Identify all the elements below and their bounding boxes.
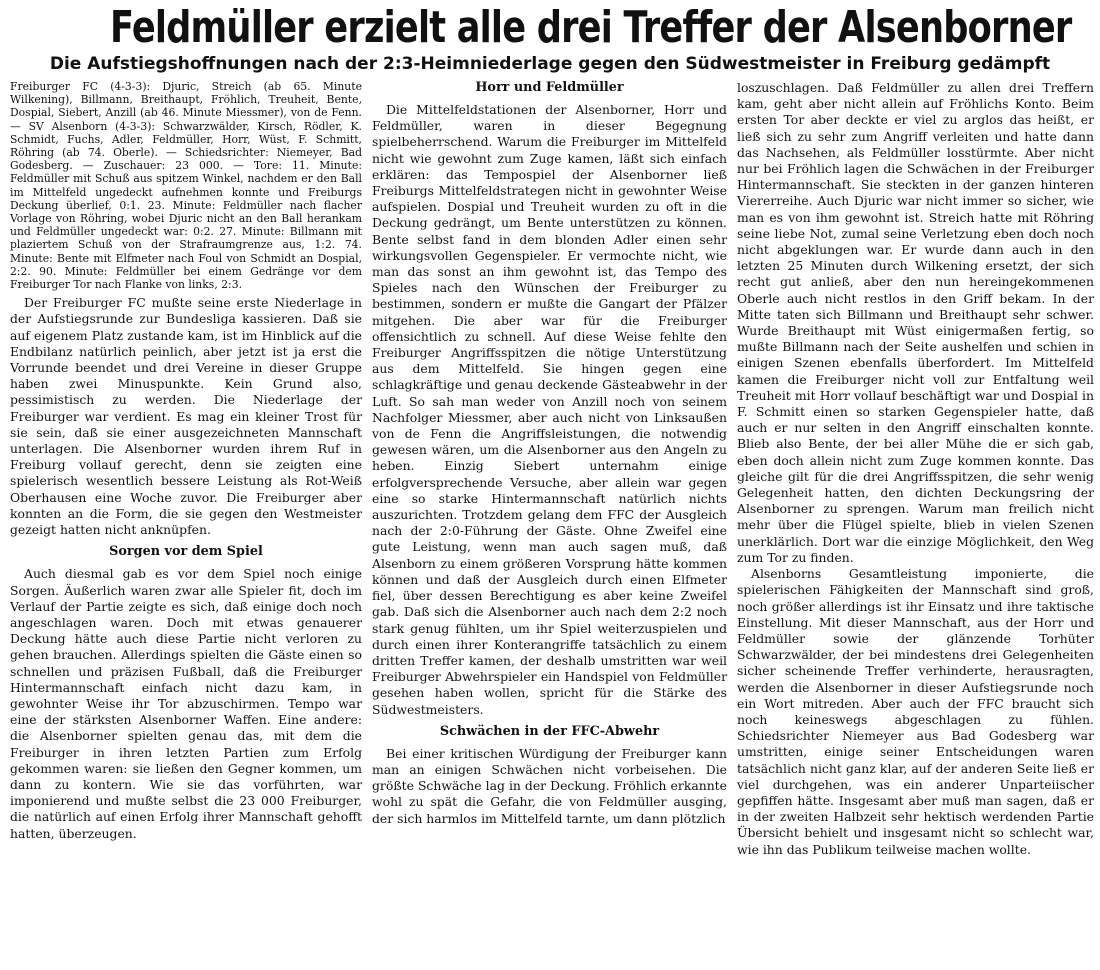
article-paragraph: Bei einer kritischen Würdigung der Freiburger kann man an einigen Schwächen nicht vorbeisehen. Die größte Schwäche lag in der Deckung. Fröhlich erkannte wohl zu spät die Gefahr, die von Feldmüller ausging, der sich harmlos im Mittelfeld tarnte, um dann plötzlich — [372, 745, 727, 826]
article-paragraph: Die Mittelfeldstationen der Alsenborner, Horr und Feldmüller, waren in dieser Begegnung spielbeherrschend. Warum die Freiburger im Mittelfeld nicht wie gewohnt zum Zuge kamen, läßt sich einfach erklären: das Tempospiel der Alsenborner ließ Freiburgs Mittelfeldstrategen nicht in gewohnter Weise aufspielen. Dospial und Treuheit wurden zu oft in die Deckung gedrängt, um Bente unterstützen zu können. Bente selbst fand in dem blonden Adler einen sehr wirkungsvollen Gegenspieler. Er vermochte nicht, wie man das sonst an ihm gewohnt ist, das Tempo des Spieles nach den Wünschen der Freiburger zu bestimmen, sondern er mußte die Gangart der Pfälzer mitgehen. Die aber war für die Freiburger offensichtlich zu schnell. Auf diese Weise fehlte den Freiburger Angriffsspitzen die nötige Unterstützung aus dem Mittelfeld. Sie hingen gegen eine schlagkräftige und genau deckende Gästeabwehr in der Luft. So sah man weder von Anzill noch von seinem Nachfolger Miessmer, aber auch nicht von Linksaußen von de Fenn die Angriffsleistungen, die notwendig gewesen wären, um die Alsenborner aus den Angeln zu heben. Einzig Siebert unternahm einige erfolgversprechende Versuche, aber allein war gegen eine so starke Hintermannschaft natürlich nichts auszurichten. Trotzdem gelang dem FFC der Ausgleich nach der 2:0-Führung der Gäste. Ohne Zweifel eine gute Leistung, wenn man auch sagen muß, daß Alsenborn zu einem größeren Vorsprung hätte kommen können und daß der Ausgleich durch einen Elfmeter fiel, über dessen Berechtigung es aber keine Zweifel gab. Daß sich die Alsenborner auch nach dem 2:2 noch stark genug fühlten, um ihr Spiel weiterzuspielen und durch einen ihrer Konterangriffe tatsächlich zu einem dritten Treffer kamen, der deshalb umstritten war weil Freiburger Abwehrspieler ein Handspiel von Feldmüller gesehen haben wollen, spricht für die Stärke des Südwestmeisters. — [372, 102, 727, 717]
lineup-box: Freiburger FC (4-3-3): Djuric, Streich (ab 65. Minute Wilkening), Billmann, Breithaupt, Fröhlich, Treuheit, Bente, Dospial, Siebert, Anzill (ab 46. Minute Miessmer), von de Fenn. — SV Alsenborn (4-3-3): Schwarzwälder, Kirsch, Rödler, K. Schmidt, Fuchs, Adler, Feldmüller, Horr, Wüst, F. Schmitt, Röhring (ab 74. Oberle). — Schiedsrichter: Niemeyer, Bad Godesberg. — Zuschauer: 23 000. — Tore: 11. Minute: Feldmüller mit Schuß aus spitzem Winkel, nachdem er den Ball im Mittelfeld ungedeckt aufnehmen konnte und Freiburgs Deckung überlief, 0:1. 23. Minute: Feldmüller nach flacher Vorlage von Röhring, wobei Djuric nicht an den Ball herankam und Feldmüller ungedeckt war: 0:2. 27. Minute: Billmann mit plaziertem Schuß von der Strafraumgrenze aus, 1:2. 74. Minute: Bente mit Elfmeter nach Foul von Schmidt an Dospial, 2:2. 90. Minute: Feldmüller bei einem Gedränge vor dem Freiburger Tor nach Flanke von links, 2:3. — [10, 80, 362, 292]
column-1 — [10, 80, 362, 842]
section-heading: Schwächen in der FFC-Abwehr — [439, 723, 660, 739]
article-paragraph: Auch diesmal gab es vor dem Spiel noch einige Sorgen. Äußerlich waren zwar alle Spieler fit, doch im Verlauf der Partie zeigte es sich, daß einige doch noch angeschlagen waren. Doch mit etwas genauerer Deckung hätte auch diese Partie nicht verloren zu gehen brauchen. Allerdings spielten die Gäste einen so schnellen und präzisen Fußball, daß die Freiburger Hintermannschaft einfach nicht dazu kam, in gewohnter Weise ihr Tor abzuschirmen. Tempo war eine der stärksten Alsenborner Waffen. Eine andere: die Alsenborner spielten genau das, mit dem die Freiburger in ihren letzten Partien zum Erfolg gekommen waren: sie ließen den Gegner kommen, um dann zu kontern. Wie sie das vorführten, war imponierend und mußte selbst die 23 000 Freiburger, die natürlich auf einen Erfolg ihrer Mannschaft gehofft hatten, überzeugen. — [10, 566, 362, 841]
article-paragraph: Alsenborns Gesamtleistung imponierte, die spielerischen Fähigkeiten der Mannschaft sind groß, noch größer allerdings ist ihr Einsatz und ihre taktische Einstellung. Mit dieser Mannschaft, aus der Horr und Feldmüller sowie der glänzende Torhüter Schwarzwälder, der bei mindestens drei Gelegenheiten sicher scheinende Treffer verhinderte, herausragten, werden die Alsenborner in dieser Aufstiegsrunde noch ein Wort mitreden. Aber auch der FFC braucht sich noch keineswegs abgeschlagen zu fühlen. Schiedsrichter Niemeyer aus Bad Godesberg war umstritten, einige seiner Entscheidungen waren tatsächlich nicht ganz klar, auf der anderen Seite ließ er viel durchgehen, was ein anderer Unparteiischer gepfiffen hätte. Insgesamt aber muß man sagen, daß er in der zweiten Halbzeit sehr hektisch werdenden Partie Übersicht behielt und insgesamt nicht so schlecht war, wie ihn das Publikum teilweise machen wollte. — [737, 566, 1094, 857]
column-3 — [737, 80, 1094, 858]
section-heading: Horr und Feldmüller — [475, 80, 624, 95]
article-paragraph: loszuschlagen. Daß Feldmüller zu allen drei Treffern kam, geht aber nicht allein auf Fröhlichs Konto. Beim ersten Tor aber deckte er viel zu arglos das heißt, er ließ sich zu sehr zum Angriff verleiten und hatte dann das Nachsehen, als Feldmüller losstürmte. Aber nicht nur bei Fröhlich lagen die Schwächen in der Freiburger Hintermannschaft. Sie steckten in der ganzen hinteren Viererreihe. Auch Djuric war nicht immer so sicher, wie man es von ihm gewohnt ist. Streich hatte mit Röhring seine liebe Not, zumal seine Verletzung eben doch noch nicht abgeklungen war. Er wurde dann auch in den letzten 25 Minuten durch Wilkening ersetzt, der sich recht gut anließ, aber den nun hereingekommenen Oberle auch nicht restlos in den Griff bekam. In der Mitte taten sich Billmann und Breithaupt sehr schwer. Wurde Breithaupt mit Wüst einigermaßen fertig, so mußte Billmann nach der Seite aushelfen und schien in einigen Szenen ebenfalls überfordert. Im Mittelfeld kamen die Freiburger nicht voll zur Entfaltung weil Treuheit mit Horr vollauf beschäftigt war und Dospial in F. Schmitt einen so starken Gegenspieler hatte, daß auch er nur selten in den Angriff einschalten konnte. Blieb also Bente, der bei aller Mühe die er sich gab, eben doch allein nicht zum Zuge kommen konnte. Das gleiche gilt für die drei Angriffsspitzen, die sehr wenig Gelegenheit hatten, den dichten Deckungsring der Alsenborner zu sprengen. Warum man freilich nicht mehr über die Flügel spielte, blieb in vielen Szenen unerklärlich. Dort war die einzige Möglichkeit, den Weg zum Tor zu finden. — [737, 80, 1094, 565]
article-paragraph: Der Freiburger FC mußte seine erste Niederlage in der Aufstiegsrunde zur Bundesliga kassieren. Daß sie auf eigenem Platz zustande kam, ist im Hinblick auf die Endbilanz natürlich peinlich, aber jetzt ist ja erst die Vorrunde beendet und drei Vereine in dieser Gruppe haben zwei Minuspunkte. Kein Grund also, pessimistisch zu werden. Die Niederlage der Freiburger war verdient. Es mag ein kleiner Trost für sie sein, daß sie einer ausgezeichneten Mannschaft unterlagen. Die Alsenborner wurden ihrem Ruf in Freiburg vollauf gerecht, denn sie zeigten eine spielerisch wesentlich bessere Leistung als Rot-Weiß Oberhausen eine Woche zuvor. Die Freiburger aber konnten an die Form, die sie gegen den Westmeister gezeigt hatten nicht anknüpfen. — [10, 295, 362, 538]
headline: Feldmüller erzielt alle drei Treffer der Alsenborner — [110, 2, 1072, 53]
column-2 — [372, 80, 727, 827]
section-heading: Sorgen vor dem Spiel — [109, 544, 263, 560]
subheadline: Die Aufstiegshoffnungen nach der 2:3-Heimniederlage gegen den Südwestmeister in Freiburg gedämpft — [49, 54, 1051, 74]
